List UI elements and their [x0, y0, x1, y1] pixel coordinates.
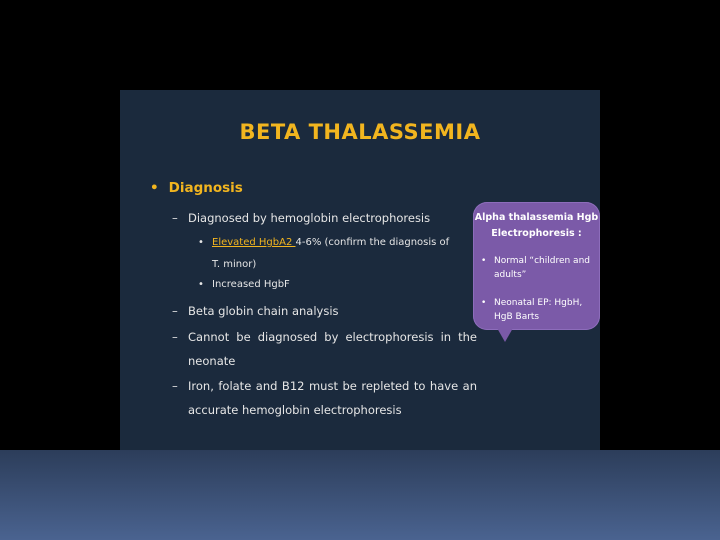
list-item-text: Cannot be diagnosed by electrophoresis in the neonate	[188, 330, 477, 368]
list-item	[172, 299, 477, 323]
sub-list-item-text: Increased HgbF	[212, 279, 290, 290]
sub-list-item-text: 4-6% (confirm the diagnosis of T. minor)	[212, 237, 450, 270]
list-item-text: Beta globin chain analysis	[188, 304, 339, 318]
dash-icon: –	[172, 211, 178, 225]
callout-pointer	[497, 328, 513, 342]
callout-bubble	[473, 202, 600, 330]
bullet-icon: •	[150, 180, 159, 196]
bullet-icon: •	[481, 298, 487, 308]
slide-title: BETA THALASSEMIA	[239, 120, 481, 144]
section-heading-label: Diagnosis	[168, 180, 243, 196]
list-item	[172, 374, 477, 422]
highlighted-term: Elevated HgbA2	[212, 237, 296, 248]
callout-item-text: Normal “children and adults”	[494, 256, 590, 280]
list-item	[172, 206, 477, 230]
bullet-icon: •	[198, 279, 204, 290]
bottom-band	[0, 450, 720, 540]
bullet-icon: •	[481, 256, 487, 266]
section-heading	[150, 180, 243, 196]
callout-title: Alpha thalassemia Hgb Electrophoresis :	[474, 212, 599, 239]
sub-list-item	[198, 232, 460, 276]
presentation-slide	[120, 90, 600, 450]
dash-icon: –	[172, 304, 178, 318]
list-item-text: Iron, folate and B12 must be repleted to have an accurate hemoglobin electrophoresis	[188, 379, 477, 417]
sub-list-item	[198, 274, 460, 296]
dash-icon: –	[172, 330, 178, 344]
callout-item	[481, 296, 596, 324]
dash-icon: –	[172, 379, 178, 393]
list-item	[172, 325, 477, 373]
callout-item-text: Neonatal EP: HgbH, HgB Barts	[494, 298, 583, 322]
callout-item	[481, 254, 596, 282]
bullet-icon: •	[198, 237, 204, 248]
list-item-text: Diagnosed by hemoglobin electrophoresis	[188, 211, 431, 225]
